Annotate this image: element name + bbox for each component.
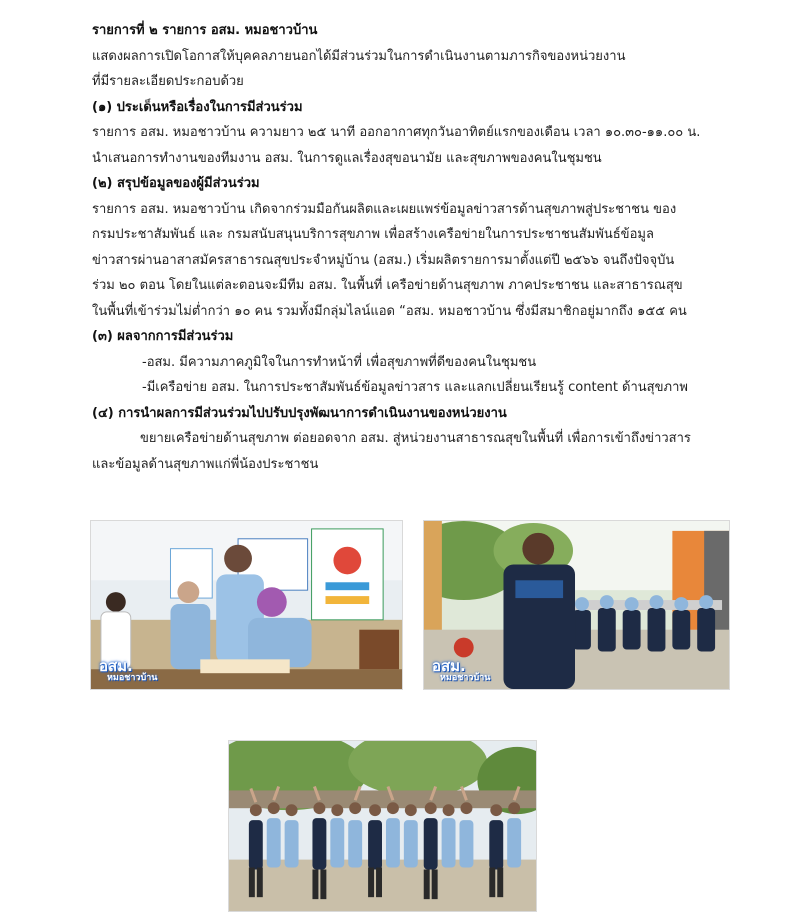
section3-line-2: -มีเครือข่าย อสม. ในการประชาสัมพันธ์ข้อมูลข่าวสาร และแลกเปลี่ยนเรียนรู้ content ด้านสุขภาพ: [142, 380, 688, 395]
program-logo-2-top: อสม.: [432, 657, 466, 675]
photo-outdoor-meeting: [423, 520, 730, 690]
photo-group-cheer-illustration: [229, 741, 536, 911]
photo-health-station: [90, 520, 403, 690]
section2-title: (๒) สรุปข้อมูลของผู้มีส่วนร่วม: [92, 176, 260, 191]
section3-line-1: -อสม. มีความภาคภูมิใจในการทำหน้าที่ เพื่อสุขภาพที่ดีของคนในชุมชน: [142, 354, 537, 370]
intro-line-1: แสดงผลการเปิดโอกาสให้บุคคลภายนอกได้มีส่วนร่วมในการดำเนินงานตามภารกิจของหน่วยงาน: [92, 48, 626, 64]
program-logo-2: [432, 659, 490, 683]
section3-title: (๓) ผลจากการมีส่วนร่วม: [92, 329, 234, 344]
section4-title: (๔) การนำผลการมีส่วนร่วมไปปรับปรุงพัฒนาการดำเนินงานของหน่วยงาน: [92, 405, 507, 421]
section4-line-1: ขยายเครือข่ายด้านสุขภาพ ต่อยอดจาก อสม. สู่หน่วยงานสาธารณสุขในพื้นที่ เพื่อการเข้าถึงข่าวสาร: [140, 431, 691, 446]
intro-line-2: ที่มีรายละเอียดประกอบด้วย: [92, 74, 244, 89]
section2-line-3: ข่าวสารผ่านอาสาสมัครสาธารณสุขประจำหมู่บ้าน (อสม.) เริ่มผลิตรายการมาตั้งแต่ปี ๒๕๖๖ จนถึงปัจจุบัน: [92, 252, 675, 268]
section2-line-5: ในพื้นที่เข้าร่วมไม่ต่ำกว่า ๑๐ คน รวมทั้งมีกลุ่มไลน์แอด “อสม. หมอชาวบ้าน ซึ่งมีสมาชิกอยู่มากถึง ๑๕๕ คน: [92, 303, 687, 319]
document-heading: รายการที่ ๒ รายการ อสม. หมอชาวบ้าน: [92, 23, 318, 38]
section4-line-2: และข้อมูลด้านสุขภาพแก่พี่น้องประชาชน: [92, 456, 319, 472]
program-logo-bottom: หมอชาวบ้าน: [107, 673, 158, 683]
section1-title: (๑) ประเด็นหรือเรื่องในการมีส่วนร่วม: [92, 99, 303, 115]
program-logo-2-bottom: หมอชาวบ้าน: [440, 673, 491, 683]
section1-line-2: นำเสนอการทำงานของทีมงาน อสม. ในการดูแลเรื่องสุขอนามัย และสุขภาพของคนในชุมชน: [92, 150, 602, 166]
document-body: [92, 18, 712, 477]
program-logo-top: อสม.: [99, 657, 133, 675]
photo-group-cheer: [228, 740, 537, 912]
section1-line-1: รายการ อสม. หมอชาวบ้าน ความยาว ๒๕ นาที ออกอากาศทุกวันอาทิตย์แรกของเดือน เวลา ๑๐.๓๐-๑๑.๐๐ น.: [92, 125, 701, 140]
section2-line-1: รายการ อสม. หมอชาวบ้าน เกิดจากร่วมมือกันผลิตและเผยแพร่ข้อมูลข่าวสารด้านสุขภาพสู่ประชาชน ของ: [92, 201, 677, 217]
program-logo: [99, 659, 157, 683]
section2-line-2: กรมประชาสัมพันธ์ และ กรมสนับสนุนบริการสุขภาพ เพื่อสร้างเครือข่ายในการประชาชนสัมพันธ์ข้อมูล: [92, 227, 654, 242]
section2-line-4: ร่วม ๒๐ ตอน โดยในแต่ละตอนจะมีทีม อสม. ในพื้นที่ เครือข่ายด้านสุขภาพ ภาคประชาชน และสาธารณสุข: [92, 278, 683, 293]
